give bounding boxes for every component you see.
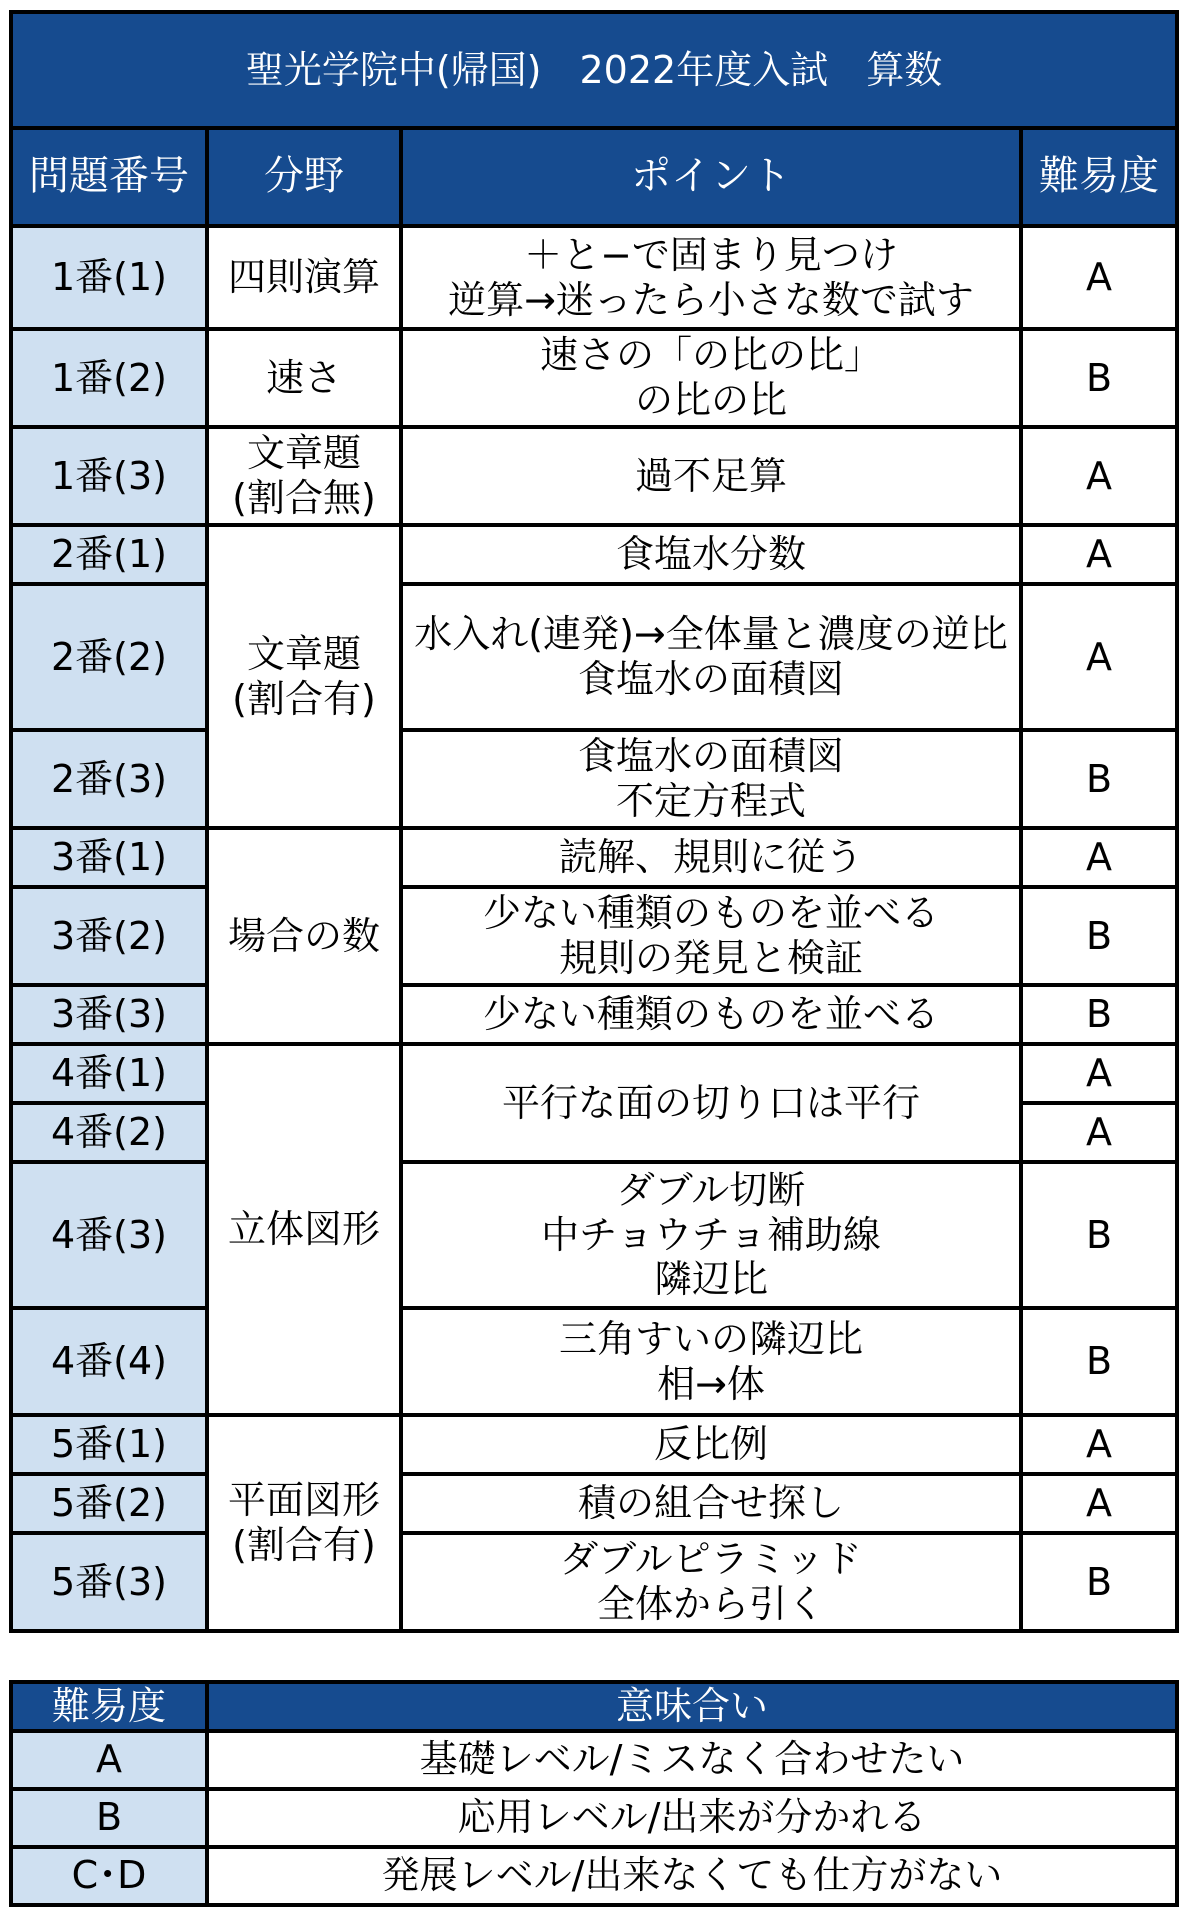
point-text: 食塩水の面積図 (577, 657, 844, 701)
table-row (11, 1415, 1177, 1474)
difficulty-cell: B (1021, 1308, 1177, 1415)
problem-number: 4番(2) (11, 1103, 207, 1162)
header-row (11, 128, 1177, 226)
point-text: 全体から引く (596, 1582, 825, 1626)
point-text: 不定方程式 (615, 779, 806, 823)
header-difficulty: 難易度 (1021, 128, 1177, 226)
table-row (11, 887, 1177, 985)
point-text: 中チョウチョ補助線 (541, 1212, 881, 1257)
point-text: 反比例 (653, 1422, 768, 1467)
point-text: の比の比 (634, 378, 787, 422)
legend-level: A (11, 1731, 207, 1789)
field-cell (207, 1044, 401, 1415)
point-cell (401, 226, 1021, 329)
difficulty-legend-table (9, 1680, 1179, 1907)
point-text: 相→体 (657, 1361, 765, 1406)
problem-number: 2番(3) (11, 730, 207, 828)
table-row (11, 828, 1177, 887)
table-row (11, 985, 1177, 1044)
field-cell (207, 226, 401, 329)
point-text: 積の組合せ探し (577, 1481, 844, 1526)
problem-number: 3番(1) (11, 828, 207, 887)
field-text: 平面図形 (227, 1478, 380, 1523)
field-text: 四則演算 (227, 255, 380, 300)
problem-number: 4番(4) (11, 1308, 207, 1415)
point-cell (401, 427, 1021, 525)
header-field: 分野 (207, 128, 401, 226)
point-text: 水入れ(連発)→全体量と濃度の逆比 (414, 612, 1008, 657)
difficulty-cell: A (1021, 1474, 1177, 1533)
point-text: ダブル切断 (616, 1167, 806, 1212)
difficulty-cell: A (1021, 828, 1177, 887)
table-row (11, 329, 1177, 427)
field-text: 文章題 (246, 631, 361, 676)
header-point: ポイント (401, 128, 1021, 226)
difficulty-cell: B (1021, 1162, 1177, 1308)
table-row (11, 1533, 1177, 1631)
field-text: 立体図形 (227, 1207, 380, 1252)
point-text: 過不足算 (634, 453, 787, 498)
table-row (11, 1308, 1177, 1415)
table-row (11, 427, 1177, 525)
point-text: ダブルピラミッド (560, 1537, 862, 1582)
point-cell (401, 828, 1021, 887)
difficulty-cell: A (1021, 525, 1177, 584)
problem-number: 5番(2) (11, 1474, 207, 1533)
point-cell (401, 1044, 1021, 1162)
field-text: (割合無) (232, 476, 376, 520)
problem-number: 2番(1) (11, 525, 207, 584)
point-cell (401, 1474, 1021, 1533)
point-cell (401, 1162, 1021, 1308)
problem-number: 1番(3) (11, 427, 207, 525)
point-text: 食塩水の面積図 (577, 734, 844, 779)
point-text: 少ない種類のものを並べる (482, 891, 939, 936)
legend-row (11, 1731, 1177, 1789)
legend-header-row (11, 1682, 1177, 1731)
point-cell (401, 584, 1021, 730)
legend-meaning: 基礎レベル/ミスなく合わせたい (207, 1731, 1177, 1789)
table-row (11, 730, 1177, 828)
header-problem-number: 問題番号 (11, 128, 207, 226)
point-text: 隣辺比 (653, 1257, 768, 1302)
table-row (11, 1044, 1177, 1103)
field-text: (割合有) (232, 1523, 376, 1567)
legend-row (11, 1847, 1177, 1905)
point-text: 速さの「の比の比」 (539, 333, 882, 378)
table-row (11, 1162, 1177, 1308)
point-text: 少ない種類のものを並べる (482, 992, 939, 1037)
problem-number: 2番(2) (11, 584, 207, 730)
legend-level: C･D (11, 1847, 207, 1905)
difficulty-cell: A (1021, 427, 1177, 525)
field-cell (207, 1415, 401, 1631)
field-cell (207, 427, 401, 525)
difficulty-cell: B (1021, 985, 1177, 1044)
difficulty-cell: A (1021, 584, 1177, 730)
problem-number: 4番(1) (11, 1044, 207, 1103)
point-cell (401, 985, 1021, 1044)
problem-number: 5番(3) (11, 1533, 207, 1631)
point-text: 食塩水分数 (615, 532, 806, 577)
problem-number: 3番(3) (11, 985, 207, 1044)
table-row (11, 525, 1177, 584)
point-text: 三角すいの隣辺比 (558, 1316, 863, 1361)
point-cell (401, 887, 1021, 985)
difficulty-cell: A (1021, 1044, 1177, 1103)
field-cell (207, 329, 401, 427)
difficulty-cell: B (1021, 1533, 1177, 1631)
table-row (11, 584, 1177, 730)
point-cell (401, 525, 1021, 584)
table-row (11, 226, 1177, 329)
problem-number: 4番(3) (11, 1162, 207, 1308)
legend-header-level: 難易度 (11, 1682, 207, 1731)
point-text: 読解、規則に従う (558, 835, 863, 880)
legend-level: B (11, 1789, 207, 1847)
problem-number: 5番(1) (11, 1415, 207, 1474)
problem-number: 1番(2) (11, 329, 207, 427)
problem-number: 3番(2) (11, 887, 207, 985)
point-text: 規則の発見と検証 (558, 936, 863, 980)
field-text: (割合有) (232, 676, 376, 721)
point-text: 平行な面の切り口は平行 (501, 1080, 920, 1125)
legend-meaning: 発展レベル/出来なくても仕方がない (207, 1847, 1177, 1905)
point-cell (401, 1308, 1021, 1415)
field-cell (207, 525, 401, 828)
exam-analysis-table (9, 10, 1179, 1633)
problem-number: 1番(1) (11, 226, 207, 329)
difficulty-cell: A (1021, 1415, 1177, 1474)
difficulty-cell: A (1021, 1103, 1177, 1162)
difficulty-cell: A (1021, 226, 1177, 329)
field-text: 場合の数 (227, 913, 380, 958)
table-row (11, 1474, 1177, 1533)
point-cell (401, 329, 1021, 427)
point-cell (401, 730, 1021, 828)
point-cell (401, 1533, 1021, 1631)
legend-header-meaning: 意味合い (207, 1682, 1177, 1731)
field-text: 文章題 (246, 431, 361, 476)
difficulty-cell: B (1021, 329, 1177, 427)
point-cell (401, 1415, 1021, 1474)
legend-meaning: 応用レベル/出来が分かれる (207, 1789, 1177, 1847)
difficulty-cell: B (1021, 887, 1177, 985)
field-cell (207, 828, 401, 1044)
point-text: ＋と−で固まり見つけ (524, 232, 898, 277)
legend-row (11, 1789, 1177, 1847)
point-text: 逆算→迷ったら小さな数で試す (448, 277, 974, 322)
field-text: 速さ (265, 355, 342, 400)
table-title: 聖光学院中(帰国) 2022年度入試 算数 (11, 12, 1177, 128)
difficulty-cell: B (1021, 730, 1177, 828)
